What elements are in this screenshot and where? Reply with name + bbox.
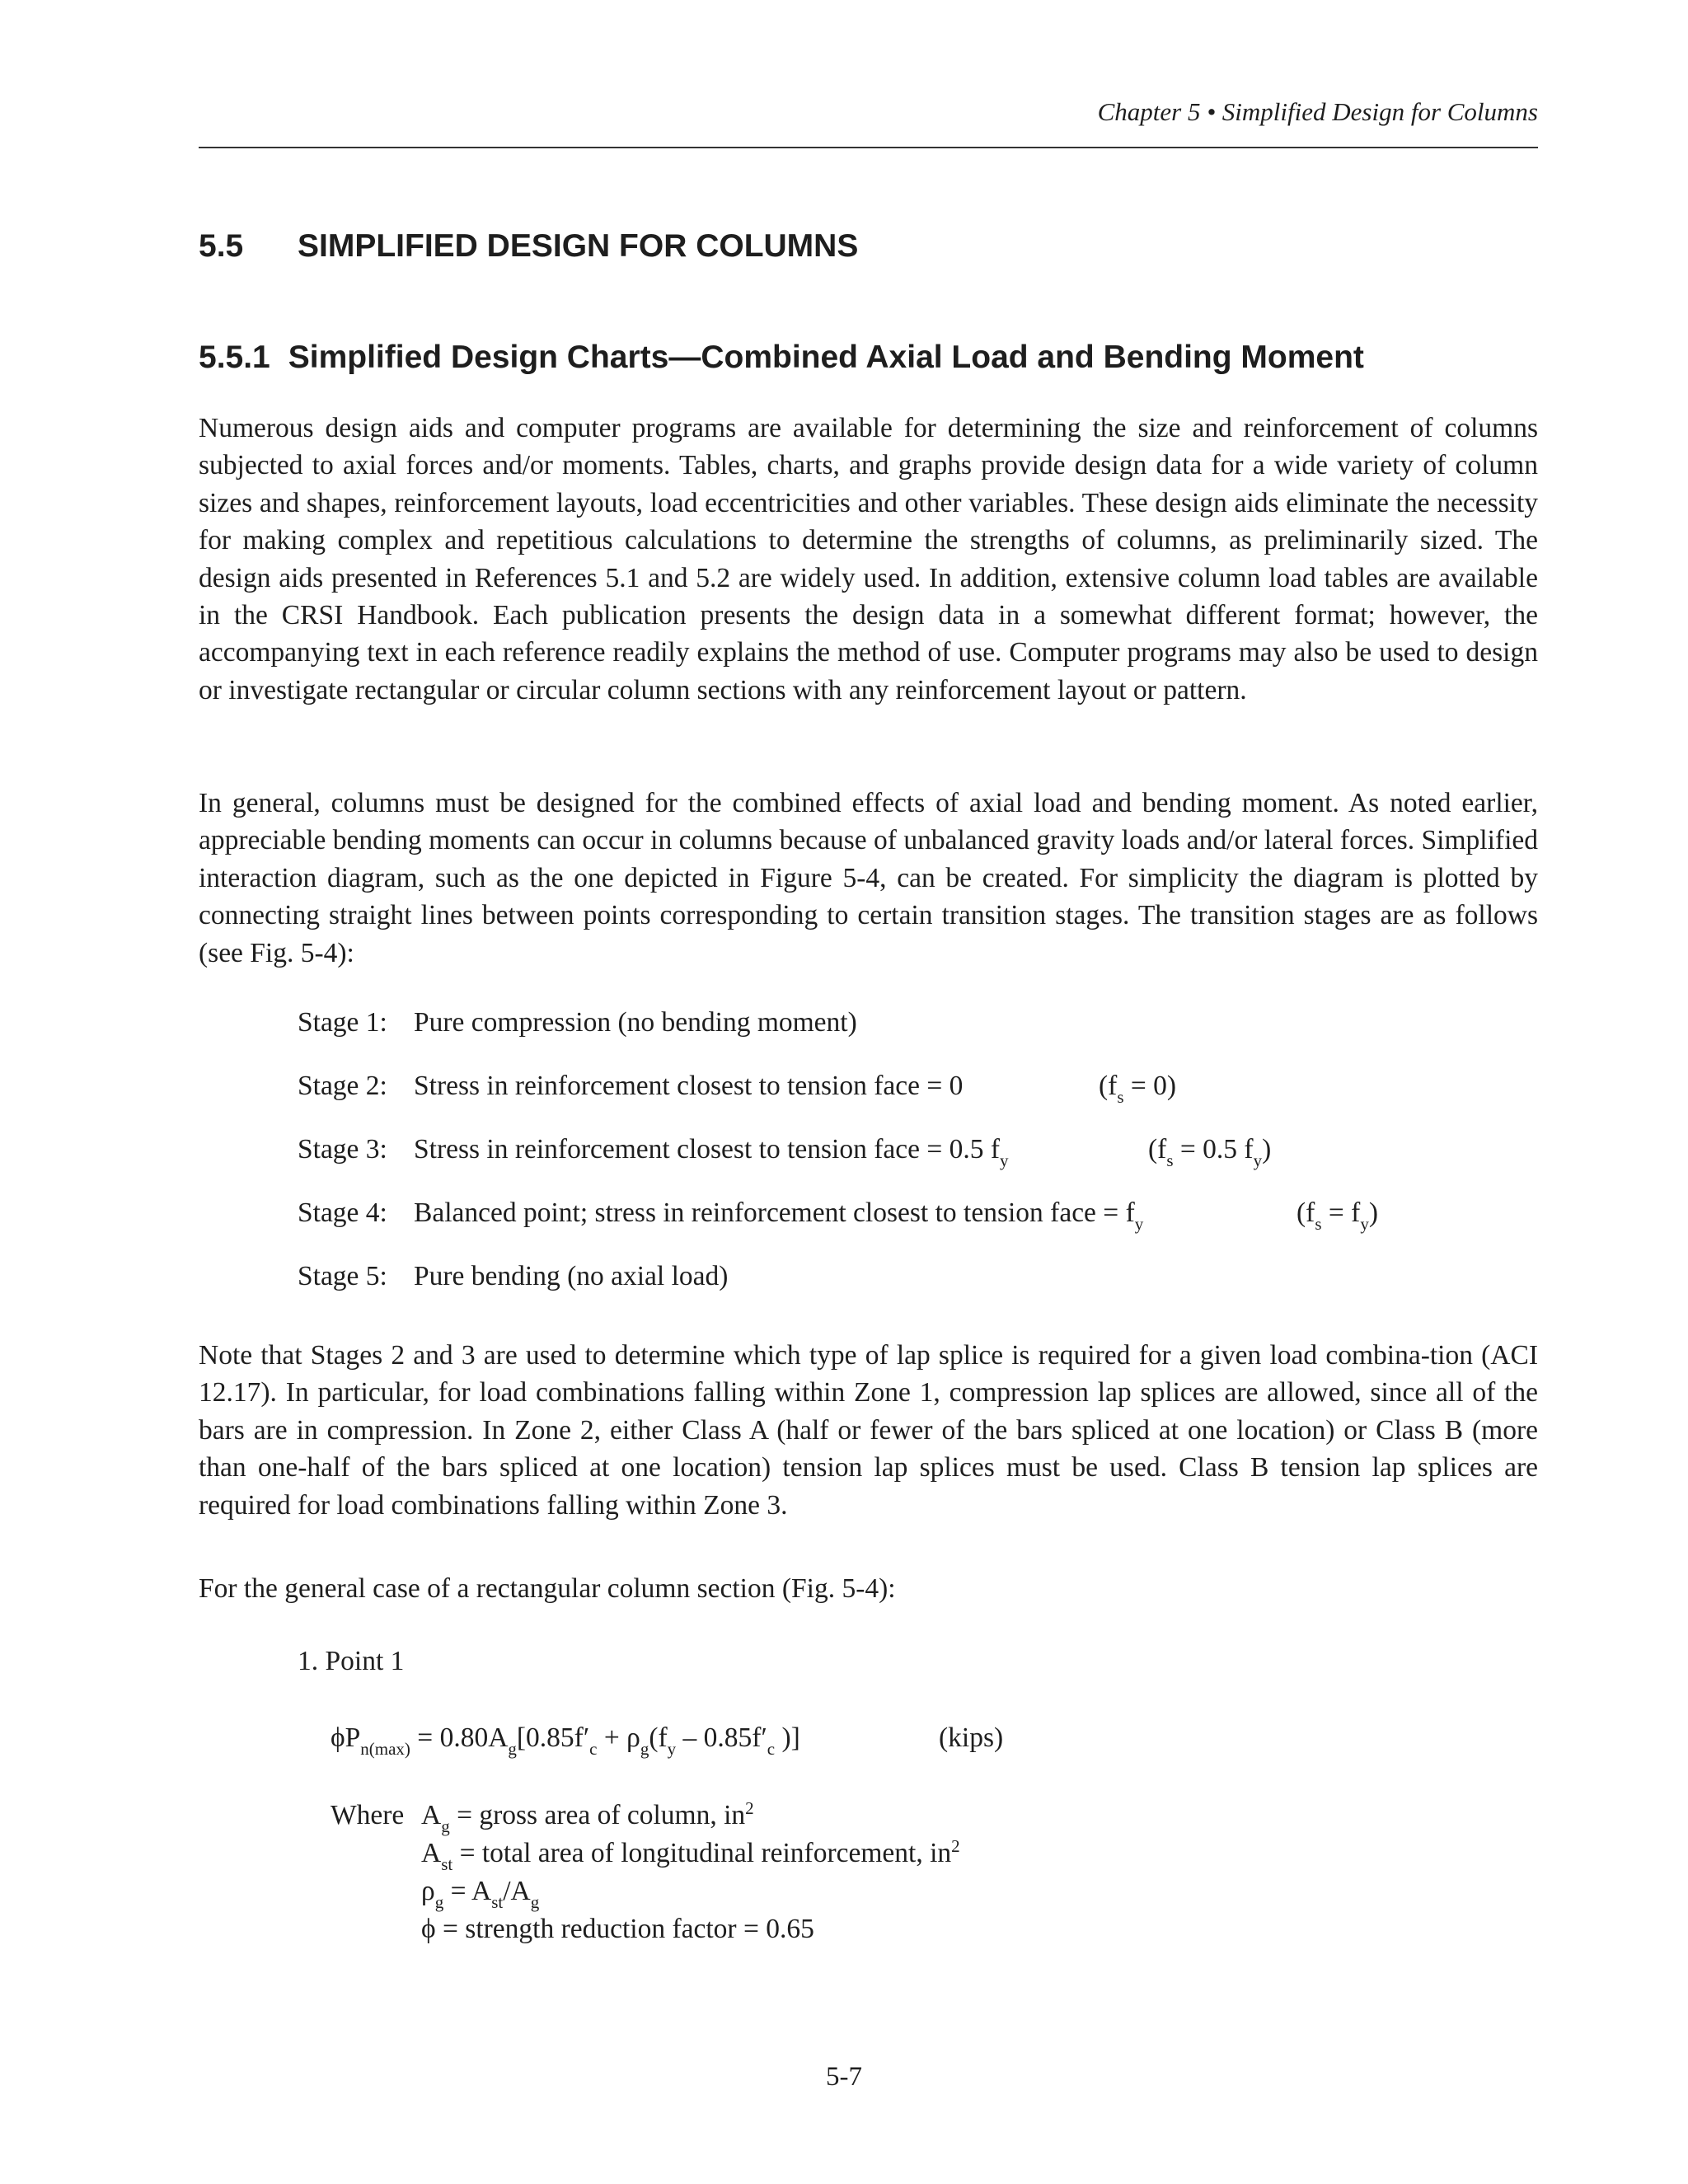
- stage-label: Stage 4:: [298, 1197, 387, 1228]
- subsection-number: 5.5.1: [199, 340, 270, 375]
- equation-max-axial-strength: $\phi P_{n(max)} = 0.80A_g[0.85f'_c + \rho_g(f_y - 0.85f'_c$ )] (kips): [331, 1722, 1004, 1759]
- stage-5: [298, 1261, 729, 1292]
- paragraph-rectangular-case: For the general case of a rectangular column section (Fig. 5-4):: [199, 1573, 896, 1604]
- where-label: Where: [331, 1800, 405, 1830]
- definition-strength-reduction-factor: ϕ = strength reduction factor = 0.65: [421, 1914, 814, 1944]
- header-rule: [199, 147, 1538, 148]
- paragraph-design-aids: Numerous design aids and computer programs are available for determining the size and reinforcement of columns subjected to axial forces and/or moments. Tables, charts, and graphs provide design data for a wide variety of column sizes and shapes, reinforcement layouts, load eccentricities and other variables. These design aids eliminate the necessity for making complex and repetitious calculations to determine the strengths of columns, as preliminarily sized. The design aids presented in References 5.1 and 5.2 are widely used. In addition, extensive column load tables are available in the CRSI Handbook. Each publication presents the design data in a somewhat different format; however, the accompanying text in each reference readily explains the method of use. Computer programs may also be used to design or investigate rectangular or circular column sections with any reinforcement layout or pattern.: [199, 413, 1538, 705]
- subsection-title: Simplified Design Charts—Combined Axial Load and Bending Moment: [288, 340, 1364, 375]
- definition-gross-area: Where $A_g$ = gross area of column, $in^2$: [331, 1798, 754, 1836]
- stage-label: Stage 5:: [298, 1261, 387, 1291]
- equation-units: (kips): [939, 1722, 1004, 1753]
- stage-condition: $(f_s = 0)$: [1099, 1071, 1177, 1107]
- paragraph-lap-splice: Note that Stages 2 and 3 are used to determine which type of lap splice is required for a given load combina-tion (ACI 12.17). In particular, for load combinations falling within Zone 1, compression lap splices are allowed, since all of the bars are in compression. In Zone 2, either Class A (half or fewer of the bars spliced at one location) or Class B (more than one-half of the bars spliced at one location) tension lap splices must be used. Class B tension lap splices are required for load combinations falling within Zone 3.: [199, 1340, 1538, 1521]
- stage-text: Pure bending (no axial load): [414, 1261, 729, 1291]
- paragraph-combined-effects: In general, columns must be designed for the combined effects of axial load and bending moment. As noted earlier, appreciable bending moments can occur in columns because of unbalanced gravity loads and/or lateral forces. Simplified interaction diagram, such as the one depicted in Figure 5-4, can be created. For simplicity the diagram is plotted by connecting straight lines between points corresponding to certain transition stages. The transition stages are as follows (see Fig. 5-4):: [199, 788, 1538, 968]
- definition-reinforcement-ratio: $\rho_g = A_{st}/A_g$: [421, 1876, 540, 1912]
- stage-condition: ($f_s = 0.5$ $f_y$): [1148, 1134, 1272, 1170]
- stage-1: [298, 1007, 857, 1038]
- subsection-heading: [199, 340, 1364, 376]
- definition-reinforcement-area: $A_{st}$ = total area of longitudinal reinforcement, $in^2$: [421, 1836, 960, 1874]
- stage-3: [298, 1134, 1534, 1170]
- page-number: 5-7: [826, 2062, 862, 2092]
- stage-text: Balanced point; stress in reinforcement closest to tension face = $f_y$: [414, 1197, 1144, 1234]
- stage-label: Stage 2:: [298, 1071, 387, 1101]
- section-title: SIMPLIFIED DESIGN FOR COLUMNS: [298, 228, 859, 264]
- stage-label: Stage 3:: [298, 1134, 387, 1165]
- stage-text: Pure compression (no bending moment): [414, 1007, 857, 1038]
- list-item-point-1: 1. Point 1: [298, 1646, 405, 1676]
- stage-condition: $(f_s = f_y)$: [1296, 1197, 1378, 1234]
- section-number: 5.5: [199, 228, 244, 264]
- stage-label: Stage 1:: [298, 1007, 387, 1038]
- running-head: Chapter 5 • Simplified Design for Columns: [1097, 97, 1538, 126]
- stage-4: [298, 1197, 1534, 1234]
- stage-2: [298, 1071, 1534, 1107]
- stage-text: Stress in reinforcement closest to tension face = 0.5 $f_y$: [414, 1134, 1009, 1170]
- stage-text: Stress in reinforcement closest to tension face = 0: [414, 1071, 964, 1101]
